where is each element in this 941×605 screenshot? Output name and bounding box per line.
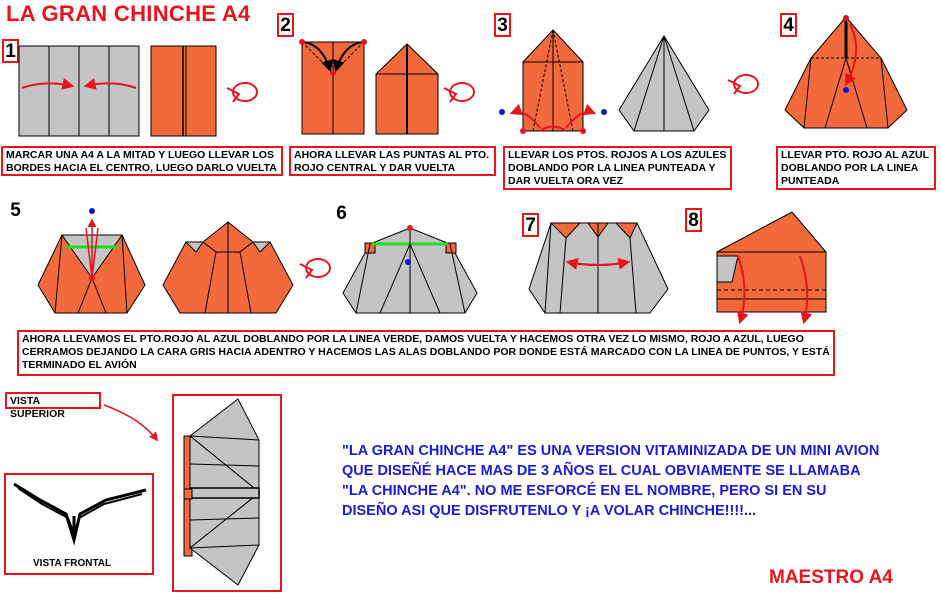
step-7-drawing <box>529 223 668 313</box>
step-3-drawing <box>499 30 758 134</box>
step-number-1: 1 <box>2 39 19 63</box>
page-title: LA GRAN CHINCHE A4 <box>6 1 251 26</box>
step-2-caption: AHORA LLEVAR LAS PUNTAS AL PTO. ROJO CENTRAL Y DAR VUELTA <box>289 146 496 176</box>
front-view-label: VISTA FRONTAL <box>33 558 112 569</box>
step-number-3: 3 <box>494 13 511 37</box>
step-number-7: 7 <box>522 213 539 237</box>
step-1-caption: MARCAR UNA A4 A LA MITAD Y LUEGO LLEVAR LOS BORDES HACIA EL CENTRO, LUEGO DARLO VUELTA <box>1 146 283 176</box>
front-view-drawing <box>14 484 146 540</box>
step-number-2: 2 <box>277 13 294 37</box>
step-5-drawing <box>38 208 330 313</box>
step-3-caption: LLEVAR LOS PTOS. ROJOS A LOS AZULES DOBLANDO POR LA LINEA PUNTEADA Y DAR VUELTA ORA VEZ <box>503 146 732 190</box>
author-note: "LA GRAN CHINCHE A4" ES UNA VERSION VITAMINIZADA DE UN MINI AVION QUE DISEÑÉ HACE MAS DE 3 AÑOS EL CUAL OBVIAMENTE SE LLAMABA "LA CHINCHE A4". NO ME ESFORCÉ EN EL NOMBRE, PERO SI EN SU DISEÑO ASI QUE DISFRUTENLO Y ¡A VOLAR CHINCHE!!!!... <box>342 443 880 519</box>
step-number-5: 5 <box>7 200 24 224</box>
step-number-6: 6 <box>333 203 350 227</box>
step-8-drawing <box>717 212 826 322</box>
step-4-caption: LLEVAR PTO. ROJO AL AZUL DOBLANDO POR LA LINEA PUNTEADA <box>776 146 936 190</box>
step-4-drawing <box>785 15 907 128</box>
long-caption: AHORA LLEVAMOS EL PTO.ROJO AL AZUL DOBLANDO POR LA LINEA VERDE, DAMOS VUELTA Y HACEMOS OTRA VEZ LO MISMO, ROJO A AZUL, LUEGO CERRAMOS DEJANDO LA CARA GRIS HACIA ADENTRO Y HACEMOS LAS ALAS DOBLANDO POR DONDE ESTÁ MARCADO CON LA LINEA DE PUNTOS, Y ESTÁ TERMINADO EL AVIÓN <box>17 330 835 376</box>
step-6-drawing <box>343 225 477 313</box>
signature: MAESTRO A4 <box>769 567 893 588</box>
top-view-drawing <box>184 399 259 585</box>
top-view-label: VISTA SUPERIOR <box>5 392 101 409</box>
step-number-8: 8 <box>685 208 702 232</box>
step-1-drawing <box>19 46 257 136</box>
step-number-4: 4 <box>780 13 797 37</box>
step-2-drawing <box>299 39 474 134</box>
